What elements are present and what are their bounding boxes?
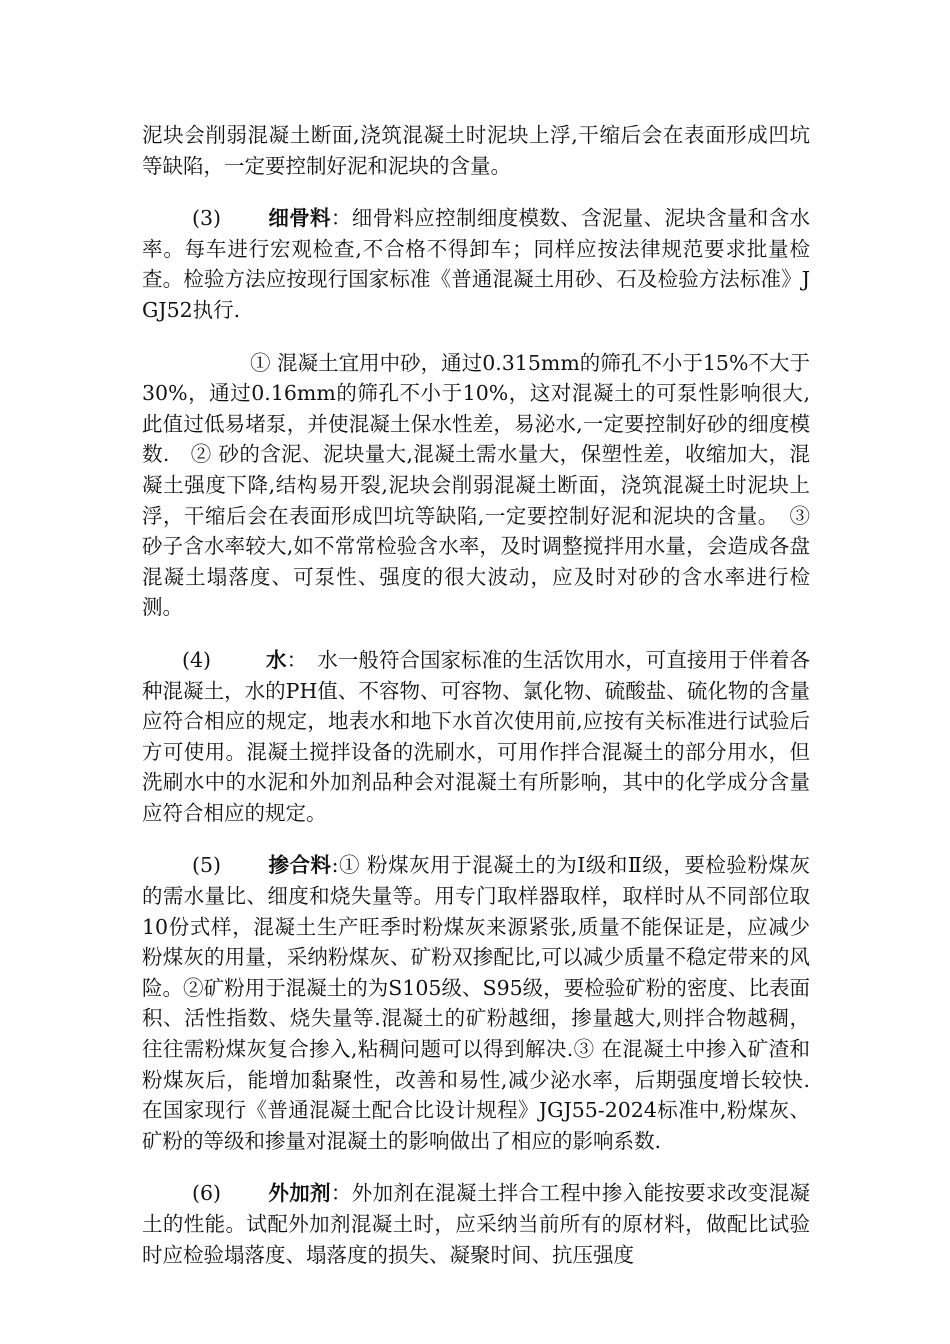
item-number: (3) bbox=[192, 206, 222, 231]
paragraph-admixture-materials bbox=[142, 850, 810, 1156]
item-text: ： 水一般符合国家标准的生活饮用水，可直接用于伴着各种混凝土，水的PH值、不容物、可容物、氯化物、硫酸盐、硫化物的含量应符合相应的规定，地表水和地下水首次使用前,应按有关标准进行试验后方可使用。混凝土搅拌设备的洗刷水，可用作拌合混凝土的部分用水，但洗刷水中的水泥和外加剂品种会对混凝土有所影响，其中的化学成分含量应符合相应的规定。 bbox=[142, 647, 811, 825]
item-text: ① 混凝土宜用中砂，通过0.315mm的筛孔不小于15%不大于30%，通过0.16mm的筛孔不小于10%，这对混凝土的可泵性影响很大,此值过低易堵泵，并使混凝土保水性差，易泌水,一定要控制好砂的细度模数. ② 砂的含泥、泥块量大,混凝土需水量大，保塑性差，收缩加大，混凝土强度下降,结构易开裂,泥块会削弱混凝土断面，浇筑混凝土时泥块上浮，干缩后会在表面形成凹坑等缺陷,一定要控制好泥和泥块的含量。 ③砂子含水率较大,如不常常检验含水率，及时调整搅拌用水量，会造成各盘混凝土塌落度、可泵性、强度的很大波动，应及时对砂的含水率进行检测。 bbox=[142, 350, 810, 620]
item-number: (6) bbox=[192, 1181, 222, 1206]
document-page bbox=[142, 120, 810, 1270]
item-text: ：细骨料应控制细度模数、含泥量、泥块含量和含水率。每车进行宏观检查,不合格不得卸车；同样应按法律规范要求批量检查。检验方法应按现行国家标准《普通混凝土用砂、石及检验方法标准》JGJ52执行. bbox=[142, 206, 811, 322]
item-text: ：外加剂在混凝土拌合工程中掺入能按要求改变混凝土的性能。试配外加剂混凝土时，应采纳当前所有的原材料，做配比试验时应检验塌落度、塌落度的损失、凝聚时间、抗压强度 bbox=[142, 1181, 811, 1267]
item-number: (5) bbox=[192, 853, 222, 878]
item-number: (4) bbox=[182, 647, 212, 672]
paragraph-continuation: 泥块会削弱混凝土断面,浇筑混凝土时泥块上浮,干缩后会在表面形成凹坑等缺陷，一定要控制好泥和泥块的含量。 bbox=[142, 123, 810, 178]
item-heading: 水 bbox=[266, 647, 287, 672]
paragraph-water bbox=[142, 645, 810, 829]
item-heading: 细骨料 bbox=[268, 206, 331, 231]
item-heading: 外加剂 bbox=[268, 1181, 331, 1206]
paragraph-fine-aggregate bbox=[142, 203, 810, 325]
paragraph-sand-details bbox=[142, 348, 810, 623]
item-heading: 掺合料 bbox=[268, 853, 332, 878]
paragraph-additives bbox=[142, 1178, 810, 1270]
item-text: :① 粉煤灰用于混凝土的为Ⅰ级和Ⅱ级，要检验粉煤灰的需水量比、细度和烧失量等。用专门取样器取样，取样时从不同部位取10份式样，混凝土生产旺季时粉煤灰来源紧张,质量不能保证是，应减少粉煤灰的用量，采纳粉煤灰、矿粉双掺配比,可以减少质量不稳定带来的风险。②矿粉用于混凝土的为S105级、S95级，要检验矿粉的密度、比表面积、活性指数、烧失量等.混凝土的矿粉越细，掺量越大,则拌合物越稠，往往需粉煤灰复合掺入,粘稠问题可以得到解决.③ 在混凝土中掺入矿渣和粉煤灰后，能增加黏聚性，改善和易性,减少泌水率，后期强度增长较快.在国家现行《普通混凝土配合比设计规程》JGJ55-2024标准中,粉煤灰、矿粉的等级和掺量对混凝土的影响做出了相应的影响系数. bbox=[142, 853, 810, 1153]
